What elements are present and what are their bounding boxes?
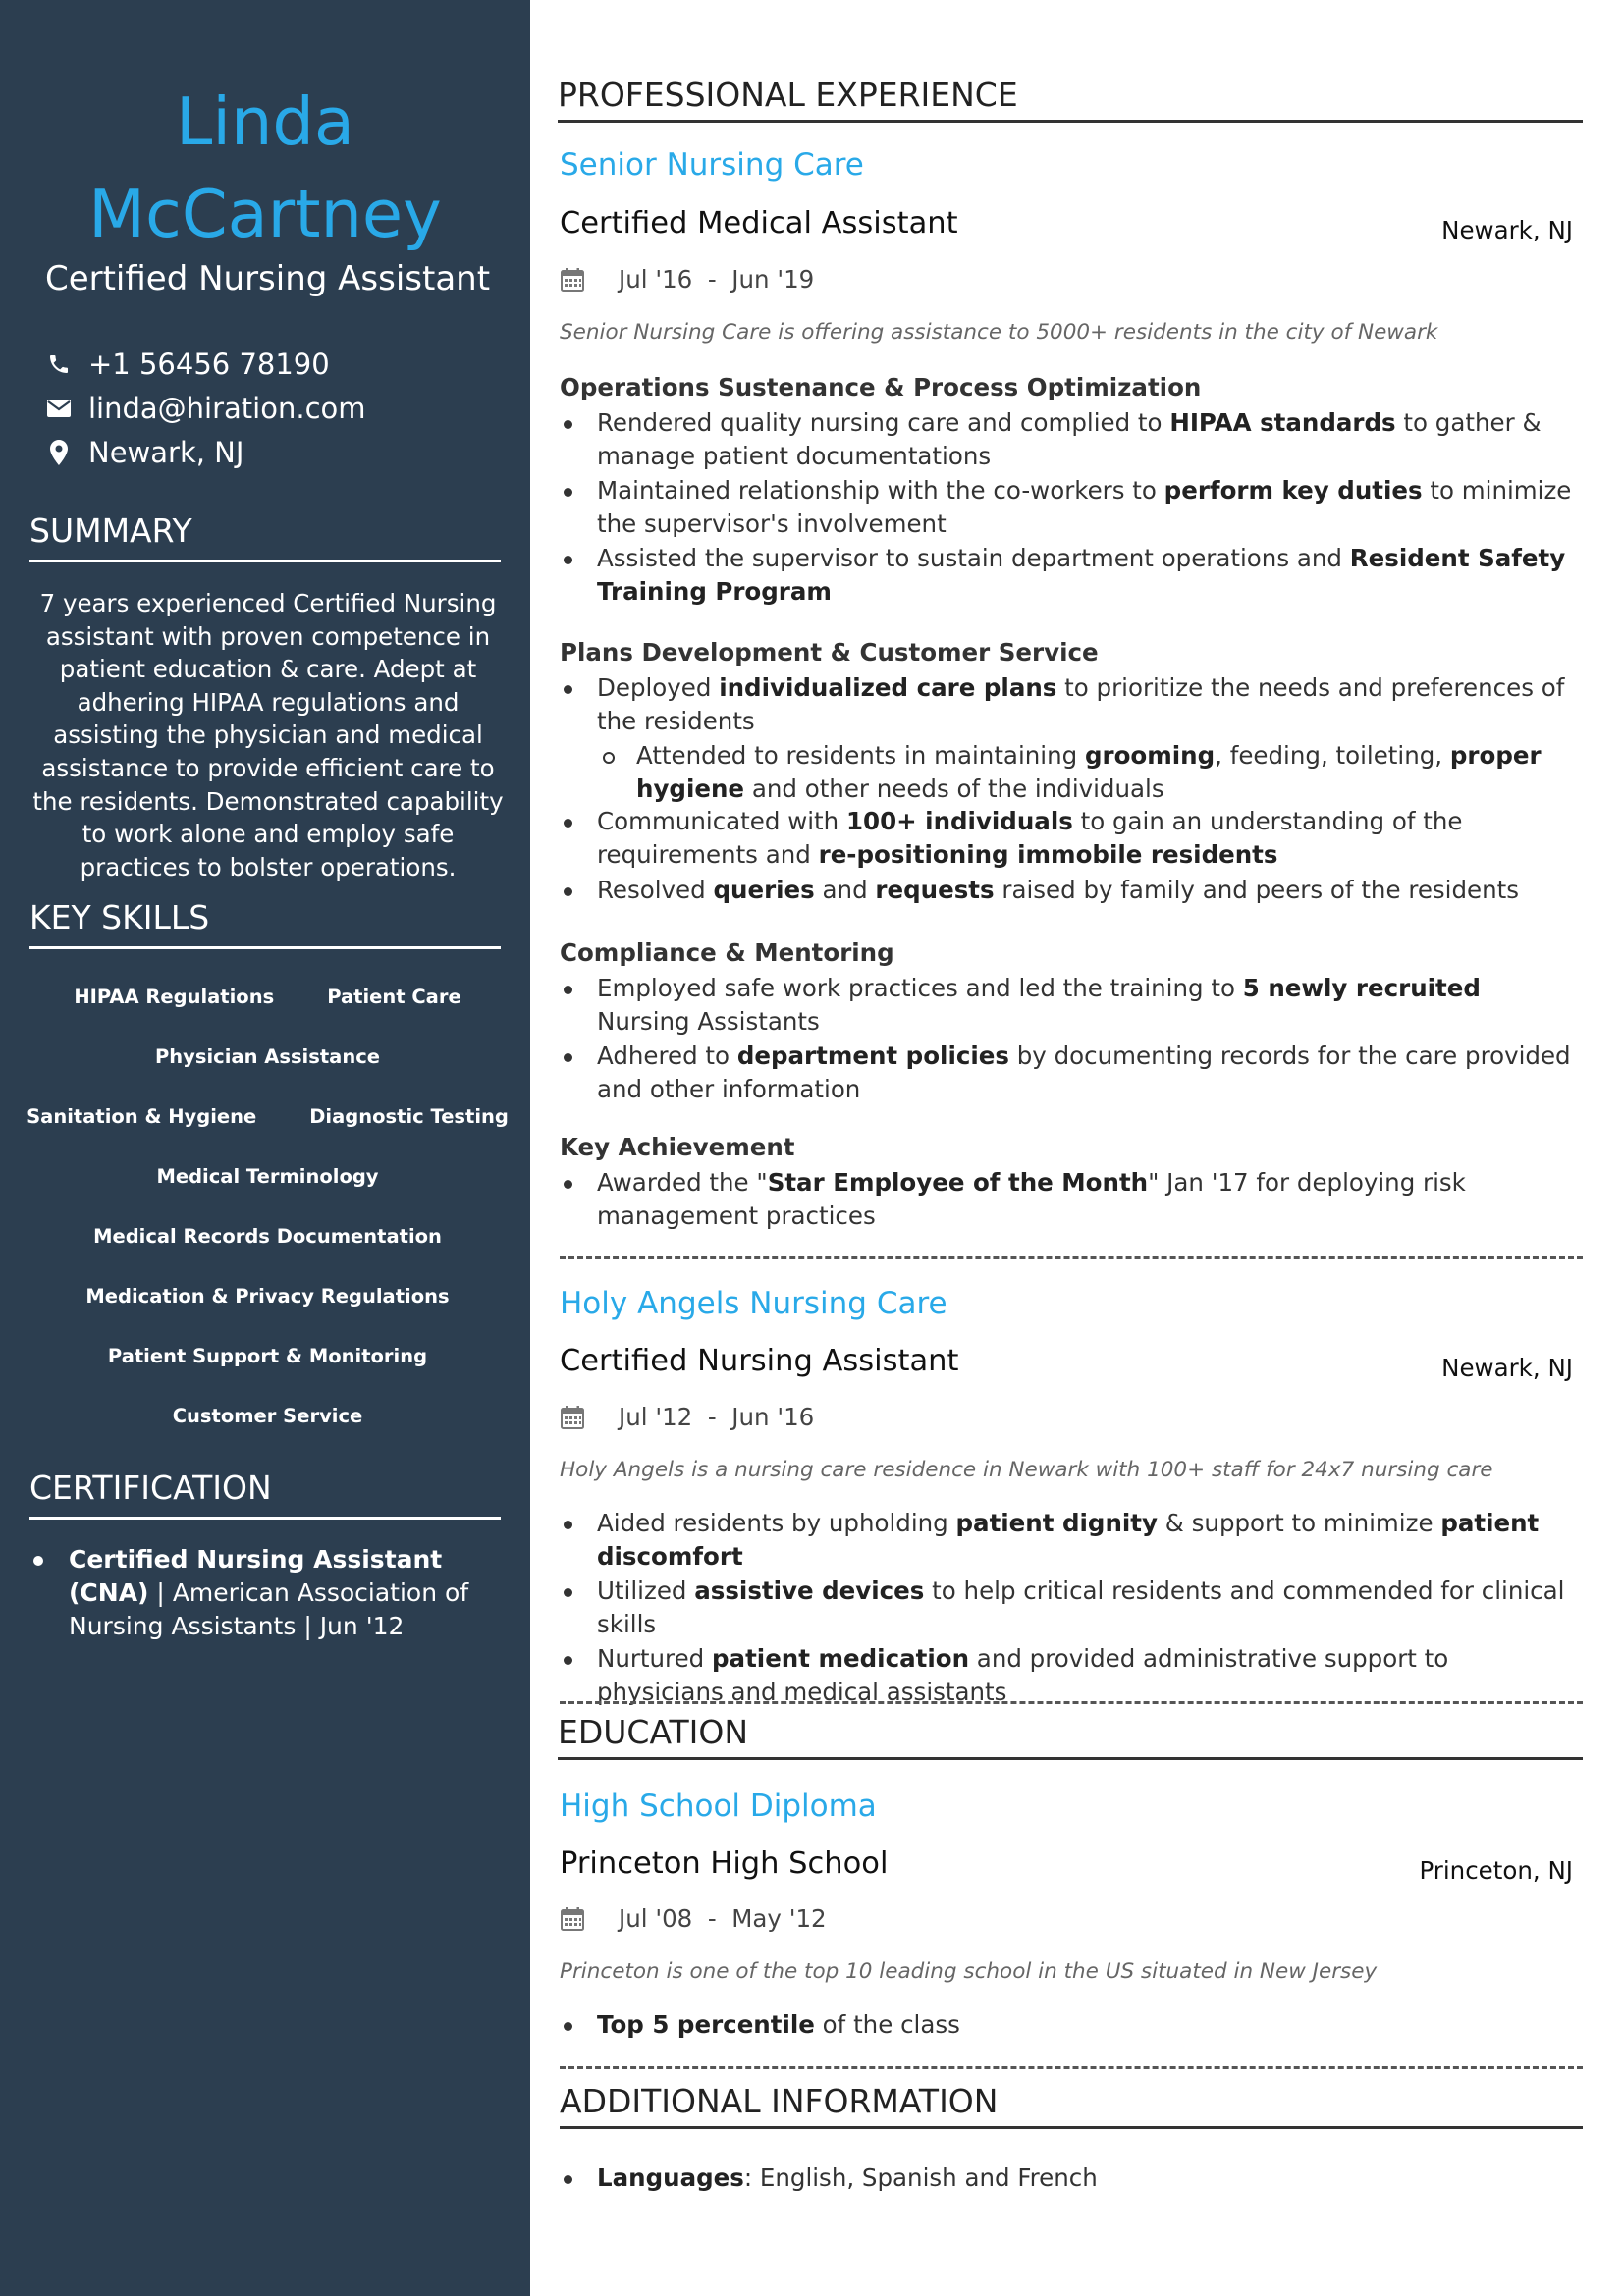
company-name: Senior Nursing Care: [560, 147, 864, 183]
bullet-list: [560, 671, 1581, 908]
section-divider: [560, 2066, 1583, 2069]
list-item: Maintained relationship with the co-workers to perform key duties to minimize the supervisor's involvement: [560, 474, 1581, 540]
section-divider: [560, 1701, 1583, 1704]
email-text[interactable]: linda@hiration.com: [88, 392, 366, 425]
school-name: Princeton High School: [560, 1846, 889, 1881]
bullet-list: [560, 1507, 1581, 1711]
skill-row: [0, 1285, 535, 1308]
skill-item: Customer Service: [172, 1405, 363, 1427]
contact-location: [45, 433, 243, 472]
skill-item: Medical Terminology: [156, 1165, 379, 1188]
bullet-list: [560, 2162, 1581, 2197]
certification-item: Certified Nursing Assistant (CNA) | American Association of Nursing Assistants | Jun '12: [29, 1543, 491, 1643]
skill-row: [0, 1225, 535, 1248]
list-item: Languages: English, Spanish and French: [560, 2162, 1581, 2195]
list-item: Resolved queries and requests raised by family and peers of the residents: [560, 874, 1581, 907]
list-item: Utilized assistive devices to help critical residents and commended for clinical skills: [560, 1575, 1581, 1640]
section-divider: [560, 1256, 1583, 1259]
education-heading: EDUCATION: [558, 1710, 1583, 1760]
date-end: May '12: [731, 1904, 827, 1933]
skill-item: Medical Records Documentation: [93, 1225, 442, 1248]
sidebar: [0, 0, 530, 2296]
skill-item: Diagnostic Testing: [309, 1105, 509, 1128]
additional-heading: ADDITIONAL INFORMATION: [560, 2079, 1583, 2129]
list-item: Nurtured patient medication and provided administrative support to physicians and medical assistants: [560, 1642, 1581, 1708]
date-end: Jun '16: [731, 1403, 815, 1431]
phone-icon: [45, 350, 73, 378]
skill-item: Medication & Privacy Regulations: [85, 1285, 450, 1308]
education-dates: Jul '08 - May '12: [560, 1904, 827, 1933]
job-role: Certified Medical Assistant: [560, 206, 958, 240]
skill-item: Sanitation & Hygiene: [27, 1105, 257, 1128]
list-item: Deployed individualized care plans to prioritize the needs and preferences of the residents: [560, 671, 1581, 737]
date-end: Jun '19: [731, 265, 815, 294]
map-pin-icon: [45, 439, 73, 466]
list-item: Awarded the "Star Employee of the Month" Jan '17 for deploying risk management practices: [560, 1166, 1581, 1232]
job-location: Newark, NJ: [1441, 216, 1573, 244]
skill-item: Patient Care: [327, 986, 461, 1008]
skill-item: HIPAA Regulations: [74, 986, 275, 1008]
contact-phone: [45, 345, 330, 384]
last-name: McCartney: [88, 176, 442, 252]
list-item: Top 5 percentile of the class: [560, 2008, 1581, 2042]
job-location: Newark, NJ: [1441, 1354, 1573, 1382]
group-heading: Operations Sustenance & Process Optimization: [560, 373, 1202, 401]
skill-row: [0, 1345, 535, 1367]
contact-email: [45, 389, 366, 428]
envelope-icon: [45, 395, 73, 422]
list-item: Assisted the supervisor to sustain department operations and Resident Safety Training Program: [560, 542, 1581, 608]
job-dates: Jul '12 - Jun '16: [560, 1403, 814, 1431]
list-item: Aided residents by upholding patient dignity & support to minimize patient discomfort: [560, 1507, 1581, 1573]
company-description: Holy Angels is a nursing care residence in Newark with 100+ staff for 24x7 nursing care: [560, 1458, 1493, 1482]
main-content: [530, 0, 1623, 2296]
group-heading: Compliance & Mentoring: [560, 938, 894, 967]
sub-list-item: Attended to residents in maintaining grooming, feeding, toileting, proper hygiene and other needs of the individuals: [560, 739, 1581, 805]
skill-item: Physician Assistance: [155, 1045, 380, 1068]
certification-detail: American Association of Nursing Assistants | Jun '12: [69, 1578, 469, 1640]
experience-heading: PROFESSIONAL EXPERIENCE: [558, 73, 1583, 123]
skill-row: [0, 1105, 535, 1128]
summary-heading: SUMMARY: [29, 508, 501, 562]
degree-name: High School Diploma: [560, 1789, 877, 1824]
location-text: Newark, NJ: [88, 436, 244, 469]
group-heading: Key Achievement: [560, 1133, 795, 1161]
skill-row: [0, 1165, 535, 1188]
calendar-icon: [560, 1405, 585, 1430]
skill-row: [0, 1045, 535, 1068]
bullet-list: [560, 406, 1581, 611]
company-description: Senior Nursing Care is offering assistance to 5000+ residents in the city of Newark: [560, 320, 1438, 345]
skill-item: Patient Support & Monitoring: [107, 1345, 428, 1367]
list-item: Rendered quality nursing care and complied to HIPAA standards to gather & manage patient documentations: [560, 406, 1581, 472]
skill-row: [0, 986, 535, 1008]
calendar-icon: [560, 267, 585, 293]
list-item: Communicated with 100+ individuals to gain an understanding of the requirements and re-positioning immobile residents: [560, 805, 1581, 871]
phone-text[interactable]: +1 56456 78190: [88, 347, 330, 381]
bullet-list: [560, 972, 1581, 1107]
summary-text: 7 years experienced Certified Nursing assistant with proven competence in patient education & care. Adept at adhering HIPAA regulations and assisting the physician and medical assistance to provide efficient care to the residents. Demonstrated capability to work alone and employ safe practices to bolster operations.: [32, 589, 504, 881]
school-location: Princeton, NJ: [1419, 1856, 1573, 1885]
list-item: Adhered to department policies by documenting records for the care provided and other information: [560, 1040, 1581, 1105]
job-role: Certified Nursing Assistant: [560, 1344, 959, 1378]
calendar-icon: [560, 1906, 585, 1932]
certification-name: Certified Nursing Assistant (CNA): [69, 1545, 443, 1607]
certification-heading: CERTIFICATION: [29, 1466, 501, 1520]
bullet-list: [560, 1166, 1581, 1234]
skills-heading: KEY SKILLS: [29, 895, 501, 949]
date-start: Jul '12: [619, 1403, 693, 1431]
company-name: Holy Angels Nursing Care: [560, 1286, 947, 1321]
job-title: Certified Nursing Assistant: [44, 259, 491, 298]
first-name: Linda: [176, 83, 354, 160]
job-dates: Jul '16 - Jun '19: [560, 265, 814, 294]
skill-row: [0, 1405, 535, 1427]
bullet-icon: [33, 1556, 43, 1566]
list-item: Employed safe work practices and led the training to 5 newly recruited Nursing Assistants: [560, 972, 1581, 1038]
bullet-list: [560, 2008, 1581, 2044]
date-start: Jul '16: [619, 265, 693, 294]
school-description: Princeton is one of the top 10 leading school in the US situated in New Jersey: [560, 1959, 1378, 1984]
date-start: Jul '08: [619, 1904, 693, 1933]
group-heading: Plans Development & Customer Service: [560, 638, 1099, 667]
